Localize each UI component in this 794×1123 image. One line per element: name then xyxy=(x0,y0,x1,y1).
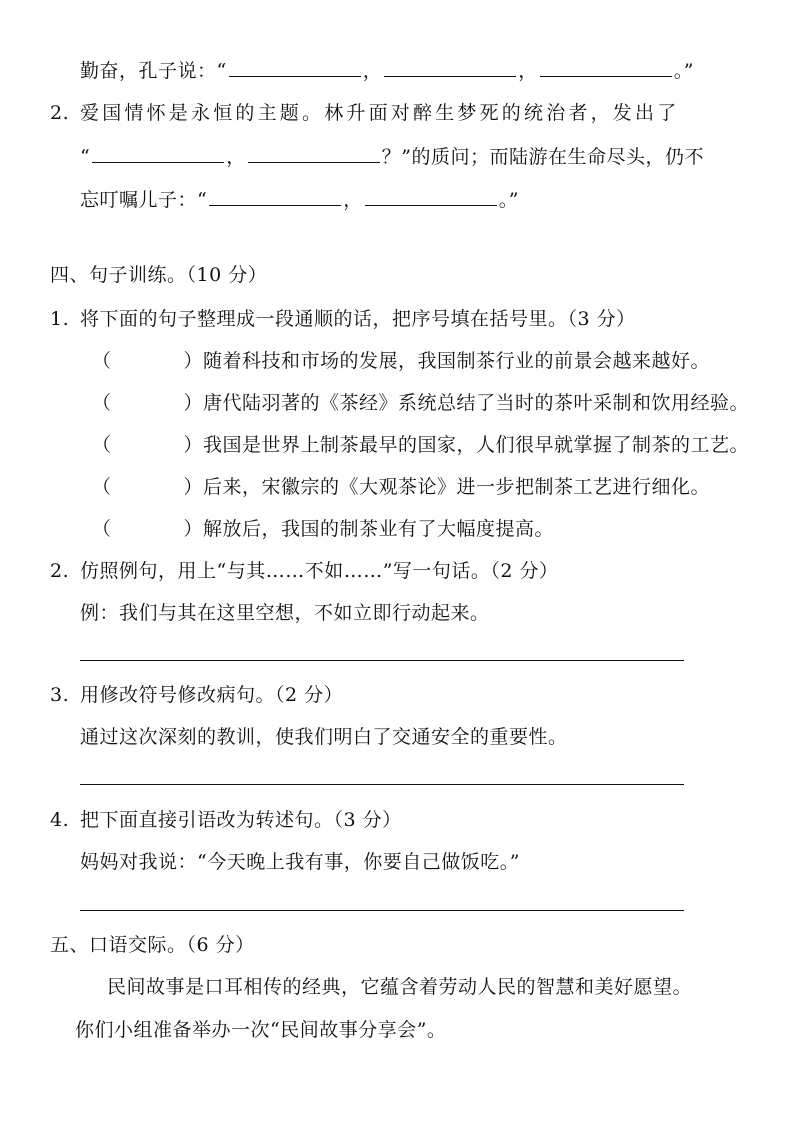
answer-line[interactable] xyxy=(80,784,684,785)
question-text: 爱国情怀是永恒的主题。林升面对醉生梦死的统治者，发出了 xyxy=(80,102,680,124)
answer-blank[interactable] xyxy=(209,187,341,206)
fill-line-luyou: 忘叮嘱儿子：“ ， 。” xyxy=(80,189,519,211)
answer-blank[interactable] xyxy=(92,144,224,163)
answer-line[interactable] xyxy=(80,910,684,911)
question-text: 将下面的句子整理成一段通顺的话，把序号填在括号里。（3 分） xyxy=(80,308,636,330)
answer-blank[interactable] xyxy=(365,187,497,206)
order-item: （ ）解放后，我国的制茶业有了大幅度提高。 xyxy=(92,518,555,540)
fill-line-patriotism: “ ， ？”的质问；而陆游在生命尽头，仍不 xyxy=(80,146,704,168)
question-number: 1. xyxy=(50,308,70,330)
answer-blank[interactable] xyxy=(248,144,380,163)
answer-line[interactable] xyxy=(80,660,684,661)
order-item: （ ）唐代陆羽著的《茶经》系统总结了当时的茶叶采制和饮用经验。 xyxy=(92,392,750,414)
paragraph-line: 你们小组准备举办一次“民间故事分享会”。 xyxy=(75,1019,447,1041)
question-text: 用修改符号修改病句。（2 分） xyxy=(80,684,344,706)
order-item: （ ）随着科技和市场的发展，我国制茶行业的前景会越来越好。 xyxy=(92,350,711,372)
question-text: 把下面直接引语改为转述句。（3 分） xyxy=(80,809,402,831)
direct-quote-sentence: 妈妈对我说：“今天晚上我有事，你要自己做饭吃。” xyxy=(80,851,520,873)
question-number: 2. xyxy=(50,560,70,582)
question-text: 仿照例句，用上“与其……不如……”写一句话。（2 分） xyxy=(80,560,559,582)
answer-blank[interactable] xyxy=(384,58,516,77)
question-number: 2. xyxy=(50,102,70,124)
answer-blank[interactable] xyxy=(229,58,361,77)
example-sentence: 例：我们与其在这里空想，不如立即行动起来。 xyxy=(80,602,490,624)
order-item: （ ）后来，宋徽宗的《大观茶论》进一步把制茶工艺进行细化。 xyxy=(92,476,711,498)
section-heading: 四、句子训练。（10 分） xyxy=(50,264,268,286)
fill-line-confucius: 勤奋，孔子说：“ ， ， 。” xyxy=(80,60,694,82)
answer-blank[interactable] xyxy=(540,58,672,77)
faulty-sentence: 通过这次深刻的教训，使我们明白了交通安全的重要性。 xyxy=(80,726,568,748)
question-number: 3. xyxy=(50,684,70,706)
order-item: （ ）我国是世界上制茶最早的国家，人们很早就掌握了制茶的工艺。 xyxy=(92,434,750,456)
question-number: 4. xyxy=(50,809,70,831)
paragraph-line: 民间故事是口耳相传的经典，它蕴含着劳动人民的智慧和美好愿望。 xyxy=(107,976,693,998)
section-heading: 五、口语交际。（6 分） xyxy=(50,934,255,956)
